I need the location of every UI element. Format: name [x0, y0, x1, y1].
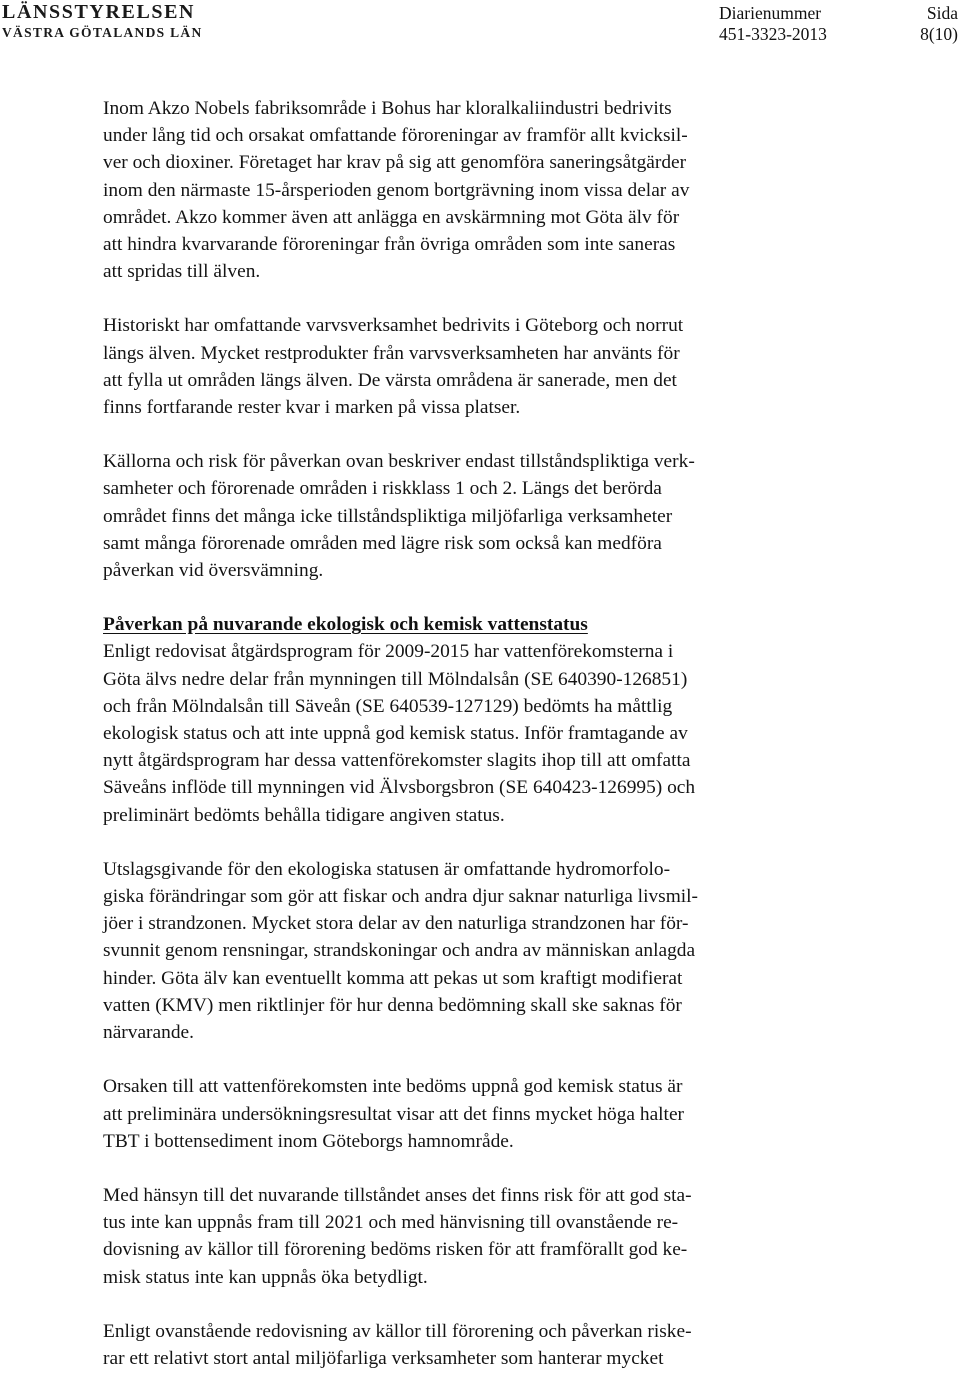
- page-header: [0, 0, 960, 48]
- paragraph-utslagsgivande: Utslagsgivande för den ekologiska statusen är omfattande hydromorfolo- giska förändringar som gör att fiskar och andra djur saknar naturliga livsmil- jöer i strandzonen. Mycket stora delar av den naturliga strandzonen har för- svunnit genom rensningar, strandskoningar och andra av människan anlagda hinder. Göta älv kan eventuellt komma att pekas ut som kraftigt modifierat vatten (KMV) men riktlinjer för hur denna bedömning skall ske saknas för närvarande.: [103, 858, 699, 1044]
- organization-name: LÄNSSTYRELSEN: [2, 1, 196, 23]
- paragraph-akzo-nobel: Inom Akzo Nobels fabriksområde i Bohus har kloralkaliindustri bedrivits under lång tid och orsakat omfattande föroreningar av framför allt kvicksil- ver och dioxiner. Företaget har krav på sig att genomföra saneringsåtgärder inom den närmaste 15-årsperioden genom bortgrävning inom vissa delar av området. Akzo kommer även att anlägga en avskärmning mot Göta älv för att hindra kvarvarande föroreningar från övriga områden som inte saneras att spridas till älven.: [103, 98, 690, 283]
- paragraph-med-hansyn: Med hänsyn till det nuvarande tillståndet anses det finns risk för att god sta- tus inte kan uppnås fram till 2021 och med hänvisning till ovanstående re- dovisning av källor till förorening bedöms risken för att framförallt god ke- misk status inte kan uppnås öka betydligt.: [103, 1184, 692, 1288]
- page-label: Sida: [926, 3, 958, 23]
- paragraph-varvsverksamhet: Historiskt har omfattande varvsverksamhet bedrivits i Göteborg och norrut längs älven. Mycket restprodukter från varvsverksamheten har använts för att fylla ut områden längs älven. De värsta områdena är sanerade, men det finns fortfarande rester kvar i marken på vissa platser.: [103, 315, 684, 419]
- paragraph-atgardsprogram: Enligt redovisat åtgärdsprogram för 2009-2015 har vattenförekomsterna i Göta älvs nedre delar från mynningen till Mölndalsån (SE 640390-126851) och från Mölndalsån till Säveån (SE 640539-127129) bedömts ha måttlig ekologisk status och att inte uppnå god kemisk status. Inför framtagande av nytt åtgärdsprogram har dessa vattenförekomster slagits ihop till att omfatta Säveåns inflöde till mynningen vid Älvsborgsbron (SE 640423-126995) och preliminärt bedömts behålla tidigare angiven status.: [103, 641, 696, 826]
- page-number: 8(10): [920, 24, 958, 44]
- diarienummer-label: Diarienummer: [719, 3, 822, 23]
- paragraph-kallorna: Källorna och risk för påverkan ovan beskriver endast tillståndspliktiga verk- samheter och förorenade områden i riskklass 1 och 2. Längs det berörda området finns det många icke tillståndspliktiga miljöfarliga verksamheter samt många förorenade områden med lägre risk som också kan medföra påverkan vid översvämning.: [103, 451, 695, 582]
- organization-subtitle: VÄSTRA GÖTALANDS LÄN: [2, 25, 203, 40]
- paragraph-enligt-ovanstaende: Enligt ovanstående redovisning av källor till förorening och påverkan riske- rar ett relativt stort antal miljöfarliga verksamheter som hanterar mycket: [103, 1320, 692, 1369]
- paragraph-orsaken: Orsaken till att vattenförekomsten inte bedöms uppnå god kemisk status är att preliminära undersökningsresultat visar att det finns mycket höga halter TBT i bottensediment inom Göteborgs hamnområde.: [103, 1076, 685, 1152]
- diarienummer-value: 451-3323-2013: [719, 24, 827, 44]
- section-heading: Påverkan på nuvarande ekologisk och kemisk vattenstatus: [103, 614, 588, 636]
- document-body: [103, 95, 833, 1372]
